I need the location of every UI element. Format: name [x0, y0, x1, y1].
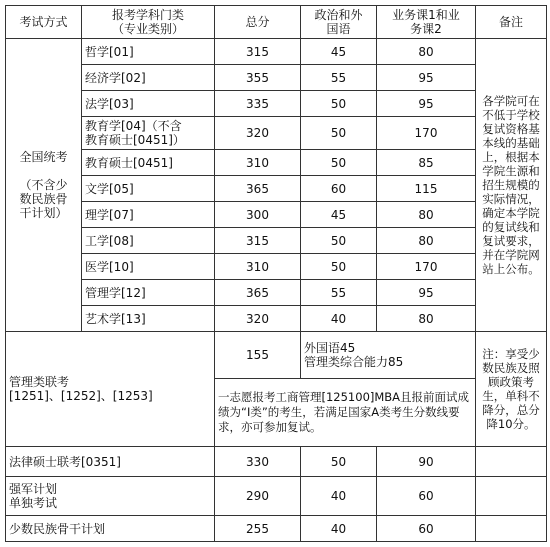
politics-cell: 60 [301, 176, 377, 202]
law-politics: 50 [301, 447, 377, 477]
table-row [6, 91, 547, 117]
business-cell: 95 [377, 65, 476, 91]
politics-cell: 50 [301, 254, 377, 280]
business-cell: 115 [377, 176, 476, 202]
header-total: 总分 [215, 6, 301, 39]
army-business: 60 [377, 477, 476, 516]
law-row [6, 447, 547, 477]
minority-label: 少数民族骨干计划 [6, 516, 215, 542]
total-cell: 310 [215, 150, 301, 176]
header-business-courses: 业务课1和业 务课2 [377, 6, 476, 39]
header-politics-language: 政治和外 国语 [301, 6, 377, 39]
law-business: 90 [377, 447, 476, 477]
mba-total: 155 [215, 332, 301, 379]
business-cell: 80 [377, 306, 476, 332]
subject-cell: 管理学[12] [82, 280, 215, 306]
table-row [6, 228, 547, 254]
law-label: 法律硕士联考[0351] [6, 447, 215, 477]
politics-cell: 45 [301, 202, 377, 228]
remarks-note-2-cell [476, 332, 547, 447]
army-politics: 40 [301, 477, 377, 516]
national-exam-label: 全国统考 [19, 150, 68, 164]
politics-cell: 45 [301, 39, 377, 65]
table-row [6, 39, 547, 65]
header-remarks: 备注 [476, 6, 547, 39]
mba-row [6, 332, 547, 379]
minority-total: 255 [215, 516, 301, 542]
national-exam-sublabel: （不含少 数民族骨 干计划） [19, 178, 68, 220]
army-total: 290 [215, 477, 301, 516]
total-cell: 315 [215, 39, 301, 65]
table-row [6, 254, 547, 280]
header-exam-method: 考试方式 [6, 6, 82, 39]
politics-cell: 50 [301, 228, 377, 254]
law-remarks [476, 447, 547, 477]
total-cell: 335 [215, 91, 301, 117]
army-label: 强军计划 单独考试 [6, 477, 215, 516]
army-remarks [476, 477, 547, 516]
business-cell: 170 [377, 117, 476, 150]
national-exam-cell [6, 39, 82, 332]
politics-cell: 50 [301, 150, 377, 176]
politics-cell: 50 [301, 91, 377, 117]
subject-cell: 医学[10] [82, 254, 215, 280]
remarks-note-1: 各学院可在不低于学校复试资格基本线的基础上，根据本学院生源和招生规模的实际情况，确定本学院的复试线和复试要求，并在学院网站上公布。 [482, 94, 540, 276]
army-row [6, 477, 547, 516]
subject-cell: 文学[05] [82, 176, 215, 202]
minority-remarks [476, 516, 547, 542]
politics-cell: 50 [301, 117, 377, 150]
total-cell: 365 [215, 176, 301, 202]
total-cell: 300 [215, 202, 301, 228]
minority-row [6, 516, 547, 542]
table-row [6, 306, 547, 332]
table-row [6, 65, 547, 91]
table-row [6, 117, 547, 150]
minority-business: 60 [377, 516, 476, 542]
remarks-note-2: 注：享受少数民族及照顾政策考生，单科不降分，总分降10分。 [482, 347, 540, 431]
mba-detail: 外国语45 管理类综合能力85 [301, 332, 476, 379]
subject-cell: 工学[08] [82, 228, 215, 254]
score-table [5, 5, 547, 542]
politics-cell: 40 [301, 306, 377, 332]
subject-cell: 教育学[04]（不含 教育硕士[0451]） [82, 117, 215, 150]
subject-cell: 理学[07] [82, 202, 215, 228]
subject-cell: 哲学[01] [82, 39, 215, 65]
header-subject-category: 报考学科门类 （专业类别） [82, 6, 215, 39]
business-cell: 80 [377, 39, 476, 65]
mba-label: 管理类联考 [1251]、[1252]、[1253] [6, 332, 215, 447]
total-cell: 310 [215, 254, 301, 280]
remarks-cell [476, 39, 547, 332]
subject-cell: 教育硕士[0451] [82, 150, 215, 176]
politics-cell: 55 [301, 65, 377, 91]
business-cell: 85 [377, 150, 476, 176]
total-cell: 320 [215, 117, 301, 150]
total-cell: 365 [215, 280, 301, 306]
business-cell: 80 [377, 228, 476, 254]
minority-politics: 40 [301, 516, 377, 542]
total-cell: 320 [215, 306, 301, 332]
business-cell: 80 [377, 202, 476, 228]
business-cell: 170 [377, 254, 476, 280]
table-row [6, 280, 547, 306]
total-cell: 355 [215, 65, 301, 91]
politics-cell: 55 [301, 280, 377, 306]
business-cell: 95 [377, 91, 476, 117]
law-total: 330 [215, 447, 301, 477]
subject-cell: 艺术学[13] [82, 306, 215, 332]
table-row [6, 202, 547, 228]
total-cell: 315 [215, 228, 301, 254]
subject-cell: 经济学[02] [82, 65, 215, 91]
mba-footnote: 一志愿报考工商管理[125100]MBA且报前面试成绩为“Ⅰ类”的考生，若满足国家A类考生分数线要求，亦可参加复试。 [215, 379, 476, 447]
subject-cell: 法学[03] [82, 91, 215, 117]
table-row [6, 176, 547, 202]
header-row [6, 6, 547, 39]
business-cell: 95 [377, 280, 476, 306]
table-row [6, 150, 547, 176]
